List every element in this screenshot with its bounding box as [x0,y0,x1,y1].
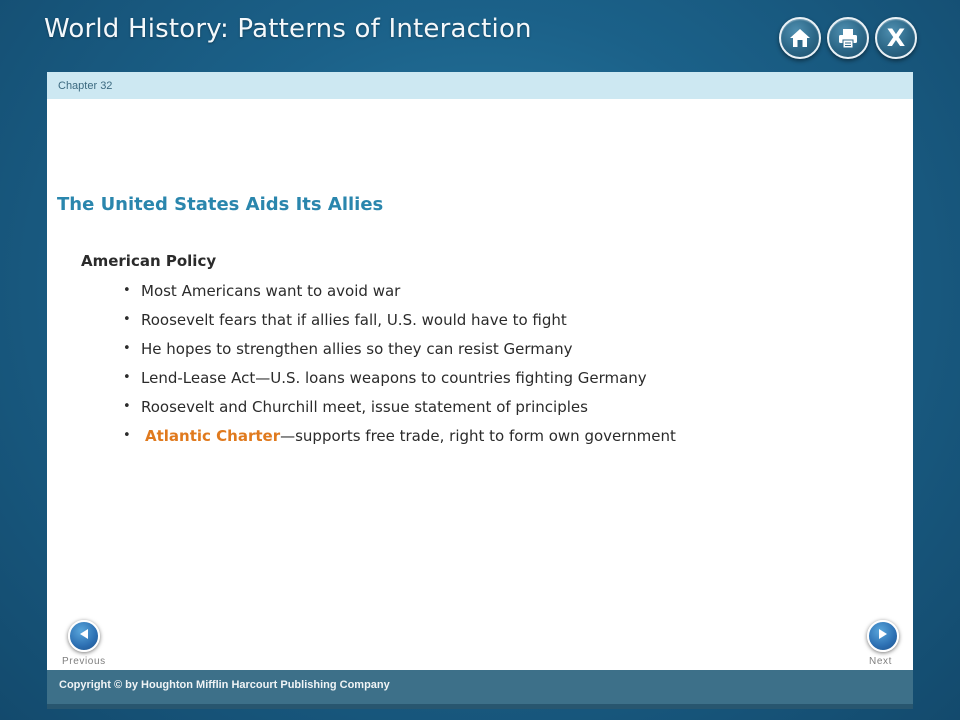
bullet-item: • Lend-Lease Act—U.S. loans weapons to countries fighting Germany [123,365,676,394]
bullet-item: • Roosevelt fears that if allies fall, U.S. would have to fight [123,307,676,336]
slide-content-panel [47,72,913,670]
close-icon: X [886,23,906,52]
next-label: Next [869,656,892,667]
app-title: World History: Patterns of Interaction [44,14,532,44]
bullet-item: • Roosevelt and Churchill meet, issue statement of principles [123,394,676,423]
bullet-item: • Most Americans want to avoid war [123,278,676,307]
bullet-item-atlantic-charter [123,423,676,452]
arrow-right-icon [877,627,889,645]
subheading: American Policy [81,252,217,270]
footer-bar [47,670,913,704]
chapter-label: Chapter 32 [58,80,113,92]
chapter-bar [47,72,913,99]
bullet-item: • He hopes to strengthen allies so they can resist Germany [123,336,676,365]
copyright-text: Copyright © by Houghton Mifflin Harcourt Publishing Company [59,679,390,691]
print-button[interactable] [827,17,869,59]
home-button[interactable] [779,17,821,59]
next-button[interactable] [867,620,899,652]
home-icon [789,28,811,48]
bullet-list [123,278,676,452]
bullet-item-text: —supports free trade, right to form own government [280,427,676,445]
previous-button[interactable] [68,620,100,652]
print-icon [837,27,859,49]
key-term-atlantic-charter[interactable]: Atlantic Charter [145,427,281,445]
close-button[interactable] [875,17,917,59]
previous-label: Previous [62,656,106,667]
section-title: The United States Aids Its Allies [57,194,384,215]
arrow-left-icon [78,627,90,645]
